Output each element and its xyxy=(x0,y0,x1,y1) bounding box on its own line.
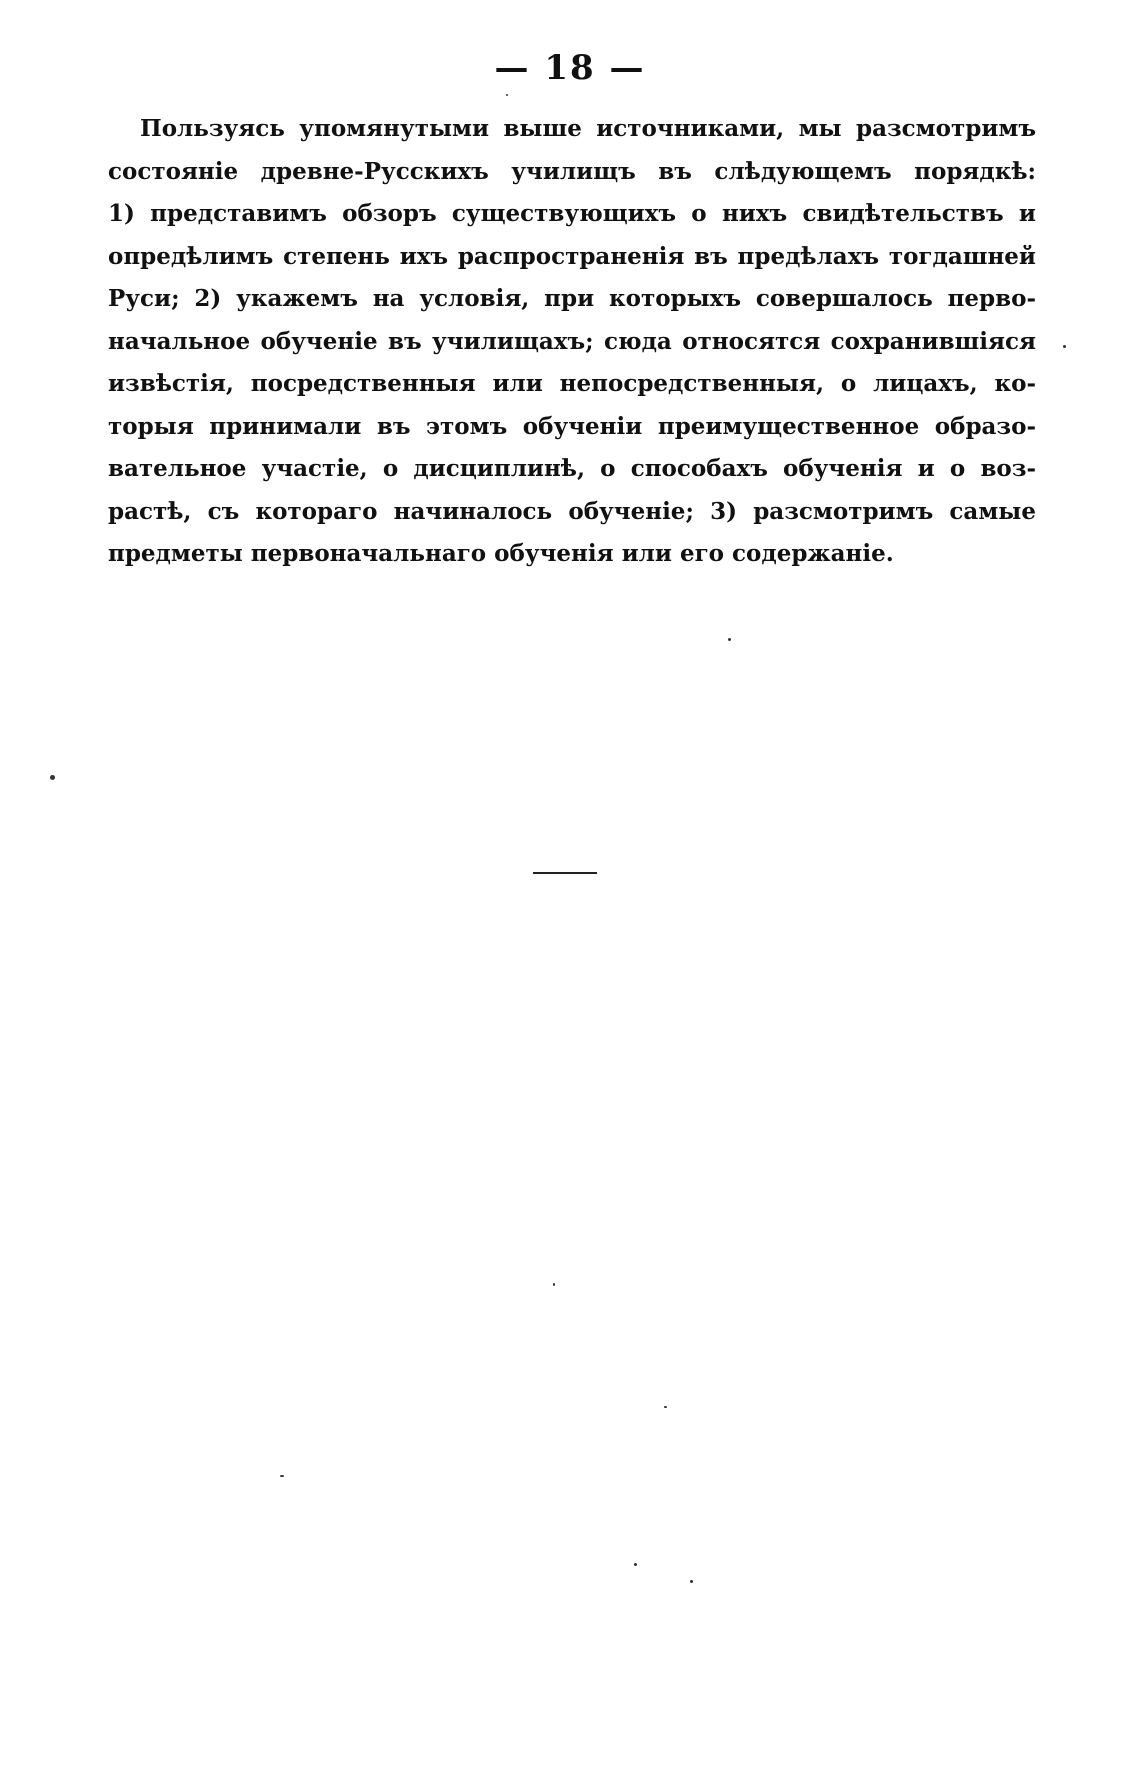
section-end-rule xyxy=(533,872,597,874)
paragraph-line: начальное обученiе въ училищахъ; сюда относятся сохранившiяся xyxy=(108,327,1036,355)
scan-speck xyxy=(50,775,55,780)
paragraph-line: вательное участiе, о дисциплинѣ, о способахъ обученiя и о воз- xyxy=(108,455,1036,482)
paragraph-line: опредѣлимъ степень ихъ распространенiя въ предѣлахъ тогдашней xyxy=(108,242,1036,270)
paragraph-line: состоянiе древне-Русскихъ училищъ въ слѣдующемъ порядкѣ: xyxy=(108,157,1036,185)
paragraph-line: 1) представимъ обзоръ существующихъ о нихъ свидѣтельствъ и xyxy=(108,200,1036,227)
scan-speck xyxy=(553,1283,555,1286)
scan-speck xyxy=(664,1406,667,1408)
scan-speck xyxy=(634,1563,637,1566)
paragraph-line: предметы первоначальнаго обученiя или его содержанiе. xyxy=(108,540,894,567)
paragraph-line: растѣ, съ котораго начиналось обученiе; 3) разсмотримъ самые xyxy=(108,497,1036,525)
paragraph-line: извѣстiя, посредственныя или непосредственныя, о лицахъ, ко- xyxy=(108,370,1036,397)
scan-speck xyxy=(728,638,731,641)
page-number: — 18 — xyxy=(494,48,646,88)
scan-speck xyxy=(280,1475,284,1477)
scan-speck xyxy=(1063,345,1066,348)
paragraph-line: Руси; 2) укажемъ на условiя, при которыхъ совершалось перво- xyxy=(108,285,1036,312)
body-paragraph xyxy=(108,108,1036,576)
scan-speck xyxy=(506,94,508,96)
paragraph-line: торыя принимали въ этомъ обученiи преимущественное образо- xyxy=(108,412,1036,440)
paragraph-line: Пользуясь упомянутыми выше источниками, мы разсмотримъ xyxy=(140,115,1036,142)
scan-speck xyxy=(690,1580,693,1583)
